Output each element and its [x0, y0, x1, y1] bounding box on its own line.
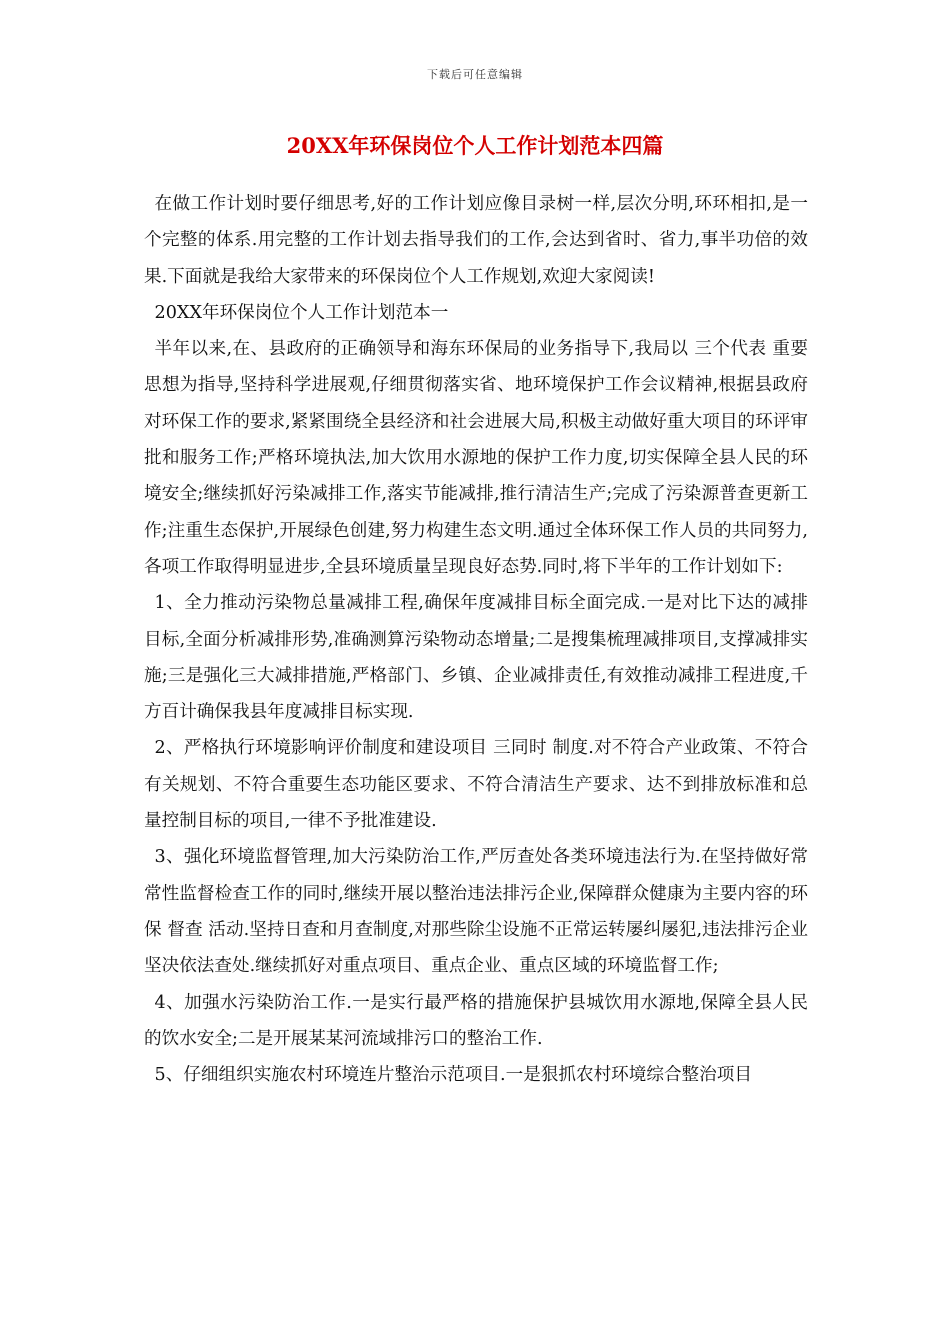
document-title: 20XX年环保岗位个人工作计划范本四篇	[286, 133, 664, 158]
document-body	[144, 186, 808, 1093]
body-paragraph: 半年以来,在、县政府的正确领导和海东环保局的业务指导下,我局以 三个代表 重要思想为指导,坚持科学进展观,仔细贯彻落实省、地环境保护工作会议精神,根据县政府对环保工作的要求,紧紧围绕全县经济和社会进展大局,积极主动做好重大项目的环评审批和服务工作;严格环境执法,加大饮用水源地的保护工作力度,切实保障全县人民的环境安全;继续抓好污染减排工作,落实节能减排,推行清洁生产;完成了污染源普查更新工作;注重生态保护,开展绿色创建,努力构建生态文明.通过全体环保工作人员的共同努力,各项工作取得明显进步,全县环境质量呈现良好态势.同时,将下半年的工作计划如下:	[144, 339, 808, 577]
intro-paragraph: 在做工作计划时要仔细思考,好的工作计划应像目录树一样,层次分明,环环相扣,是一个完整的体系.用完整的工作计划去指导我们的工作,会达到省时、省力,事半功倍的效果.下面就是我给大家带来的环保岗位个人工作规划,欢迎大家阅读!	[144, 194, 808, 287]
header-note: 下载后可任意编辑	[427, 68, 523, 81]
list-item-2: 2、严格执行环境影响评价制度和建设项目 三同时 制度.对不符合产业政策、不符合有关规划、不符合重要生态功能区要求、不符合清洁生产要求、达不到排放标准和总量控制目标的项目,一律不予批准建设.	[144, 738, 808, 832]
section-heading: 20XX年环保岗位个人工作计划范本一	[154, 302, 449, 323]
list-item-5: 5、仔细组织实施农村环境连片整治示范项目.一是狠抓农村环境综合整治项目	[154, 1065, 752, 1086]
list-item-3: 3、强化环境监督管理,加大污染防治工作,严厉查处各类环境违法行为.在坚持做好常常性监督检查工作的同时,继续开展以整治违法排污企业,保障群众健康为主要内容的环保 督查 活动.坚持日查和月查制度,对那些除尘设施不正常运转屡纠屡犯,违法排污企业坚决依法查处.继续抓好对重点项目、重点企业、重点区域的环境监督工作;	[144, 847, 808, 977]
list-item-1: 1、全力推动污染物总量减排工程,确保年度减排目标全面完成.一是对比下达的减排目标,全面分析减排形势,准确测算污染物动态增量;二是搜集梳理减排项目,支撑减排实施;三是强化三大减排措施,严格部门、乡镇、企业减排责任,有效推动减排工程进度,千方百计确保我县年度减排目标实现.	[144, 593, 808, 723]
list-item-4: 4、加强水污染防治工作.一是实行最严格的措施保护县城饮用水源地,保障全县人民的饮水安全;二是开展某某河流域排污口的整治工作.	[144, 992, 808, 1049]
